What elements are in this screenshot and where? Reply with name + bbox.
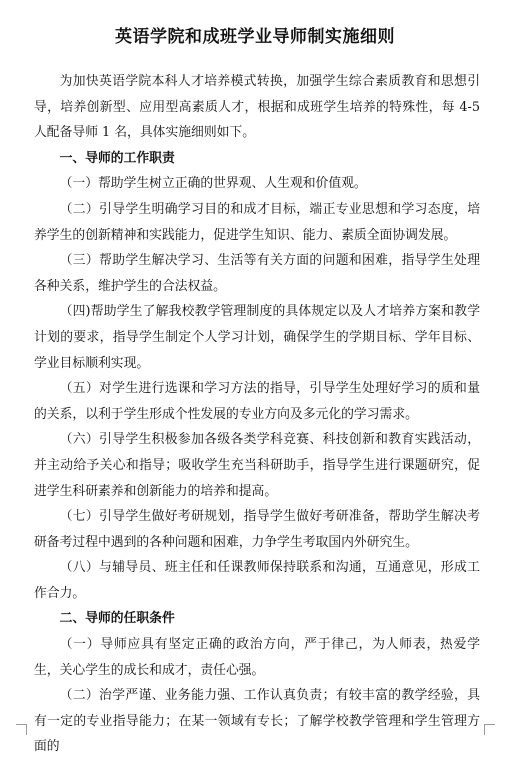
intro-paragraph: 为加快英语学院本科人才培养模式转换，加强学生综合素质教育和思想引导，培养创新型、应用型高素质人才，根据和成班学生培养的特殊性，每 4-5 人配备导师 1 名，具体实施细则如下。 bbox=[34, 74, 480, 141]
duty-item-6: （六）引导学生积极参加各级各类学科竞赛、科技创新和教育实践活动，并主动给予关心和指导；吸收学生充当科研助手，指导学生进行课题研究，促进学生科研素养和创新能力的培养和提高。 bbox=[34, 432, 480, 499]
qualification-item-1: （一）导师应具有坚定正确的政治方向，严于律己，为人师表，热爱学生，关心学生的成长和成才，责任心强。 bbox=[34, 637, 480, 678]
crop-mark-right bbox=[484, 724, 495, 735]
duty-item-7: （七）引导学生做好考研规划，指导学生做好考研准备，帮助学生解决考研备考过程中遇到的各种问题和困难，力争学生考取国内外研究生。 bbox=[34, 509, 480, 550]
duty-item-3: （三）帮助学生解决学习、生活等有关方面的问题和困难，指导学生处理各种关系，维护学生的合法权益。 bbox=[34, 253, 480, 294]
section-heading-duties: 一、导师的工作职责 bbox=[59, 150, 175, 166]
document-body bbox=[34, 69, 480, 760]
duty-item-5: （五）对学生进行选课和学习方法的指导，引导学生处理好学习的质和量的关系，以利于学生形成个性发展的专业方向及多元化的学习需求。 bbox=[34, 381, 480, 422]
duty-item-2: （二）引导学生明确学习目的和成才目标，端正专业思想和学习态度，培养学生的创新精神和实践能力，促进学生知识、能力、素质全面协调发展。 bbox=[34, 201, 480, 243]
duty-item-8: （八）与辅导员、班主任和任课教师保持联系和沟通，互通意见，形成工作合力。 bbox=[34, 560, 480, 601]
document-title: 英语学院和成班学业导师制实施细则 bbox=[115, 27, 395, 47]
crop-mark-left bbox=[16, 724, 27, 735]
section-heading-qualifications: 二、导师的任职条件 bbox=[59, 611, 175, 627]
qualification-item-2: （二）治学严谨、业务能力强、工作认真负责；有较丰富的教学经验，具有一定的专业指导能力；在某一领域有专长；了解学校教学管理和学生管理方面的 bbox=[34, 688, 480, 755]
duty-item-4: （四)帮助学生了解我校教学管理制度的具体规定以及人才培养方案和教学计划的要求，指导学生制定个人学习计划，确保学生的学期目标、学年目标、学业目标顺利实现。 bbox=[34, 304, 480, 371]
duty-item-1: （一）帮助学生树立正确的世界观、人生观和价值观。 bbox=[59, 176, 367, 192]
